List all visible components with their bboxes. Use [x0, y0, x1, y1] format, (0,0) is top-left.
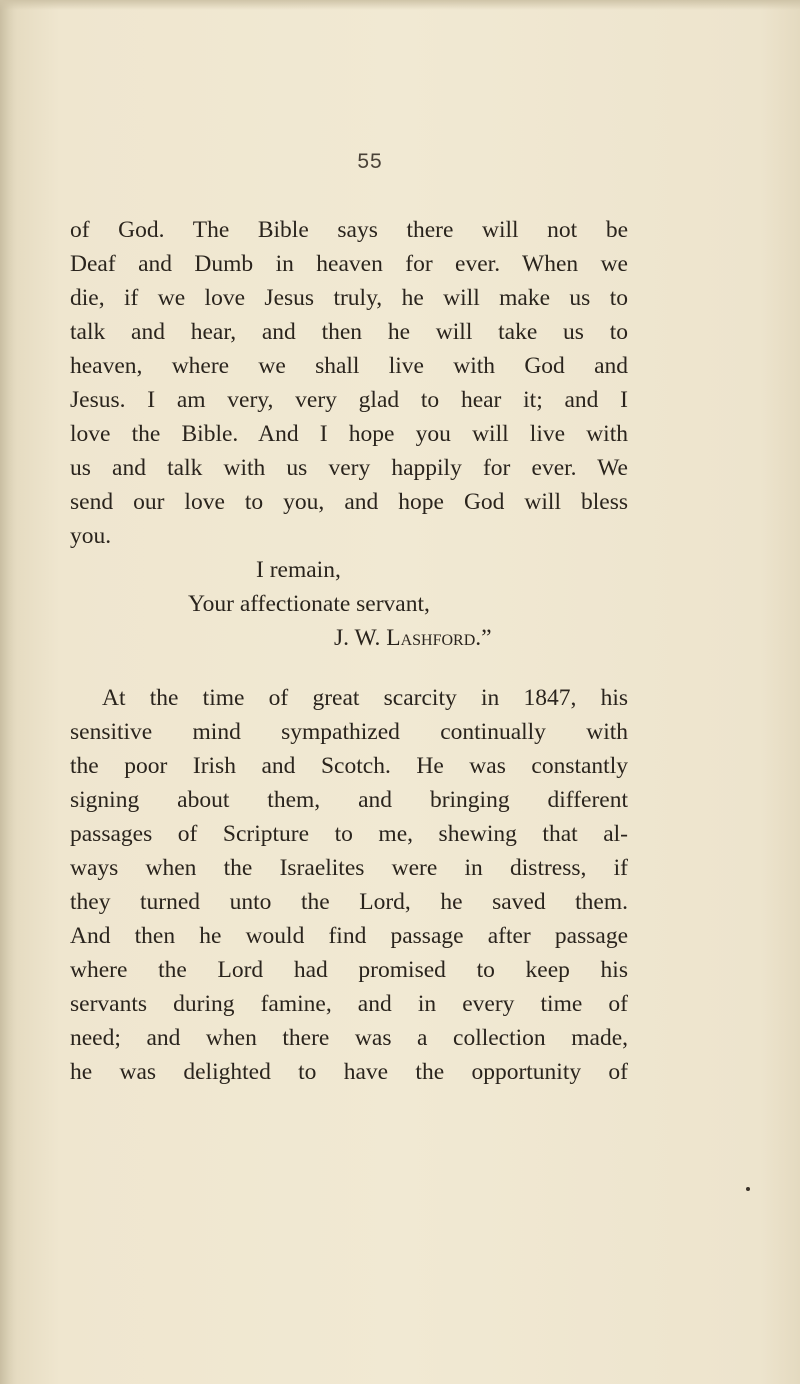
letter-line: of God. The Bible says there will not be — [70, 217, 628, 243]
page-number: 55 — [357, 150, 383, 173]
paragraph-line: the poor Irish and Scotch. He was constantly — [70, 753, 628, 779]
page-text — [70, 213, 628, 1089]
paragraph-gap — [70, 655, 628, 681]
top-edge — [0, 0, 800, 10]
letter-signoff — [70, 553, 628, 655]
letter-line: Jesus. I am very, very glad to hear it; and I — [70, 387, 628, 413]
letter-line: talk and hear, and then he will take us to — [70, 319, 628, 345]
paragraph-line: need; and when there was a collection made, — [70, 1025, 628, 1051]
paragraph-line: passages of Scripture to me, shewing that al- — [70, 821, 628, 847]
letter-line: love the Bible. And I hope you will live with — [70, 421, 628, 447]
paragraph-line: sensitive mind sympathized continually with — [70, 719, 628, 745]
letter-line: you. — [70, 523, 112, 549]
paragraph-line: he was delighted to have the opportunity of — [70, 1059, 628, 1085]
paragraph-line: And then he would find passage after passage — [70, 923, 628, 949]
paragraph-line: where the Lord had promised to keep his — [70, 957, 628, 983]
ink-speck — [746, 1187, 750, 1191]
letter-line: us and talk with us very happily for ever. We — [70, 455, 628, 481]
narrative-paragraph — [70, 681, 628, 1089]
letter-line: send our love to you, and hope God will bless — [70, 489, 628, 515]
signature-line: J. W. Lashford.” — [334, 625, 492, 651]
closing-line: I remain, — [256, 557, 341, 583]
valediction-line: Your affectionate servant, — [188, 591, 430, 617]
paragraph-line: they turned unto the Lord, he saved them. — [70, 889, 628, 915]
letter-line: heaven, where we shall live with God and — [70, 353, 628, 379]
binding-edge — [0, 0, 14, 1384]
paragraph-line: signing about them, and bringing different — [70, 787, 628, 813]
paragraph-line: At the time of great scarcity in 1847, his — [102, 685, 628, 711]
letter-line: die, if we love Jesus truly, he will make us to — [70, 285, 628, 311]
letter-line: Deaf and Dumb in heaven for ever. When we — [70, 251, 628, 277]
paragraph-line: ways when the Israelites were in distress, if — [70, 855, 628, 881]
paragraph-line: servants during famine, and in every time of — [70, 991, 628, 1017]
letter-body — [70, 213, 628, 553]
